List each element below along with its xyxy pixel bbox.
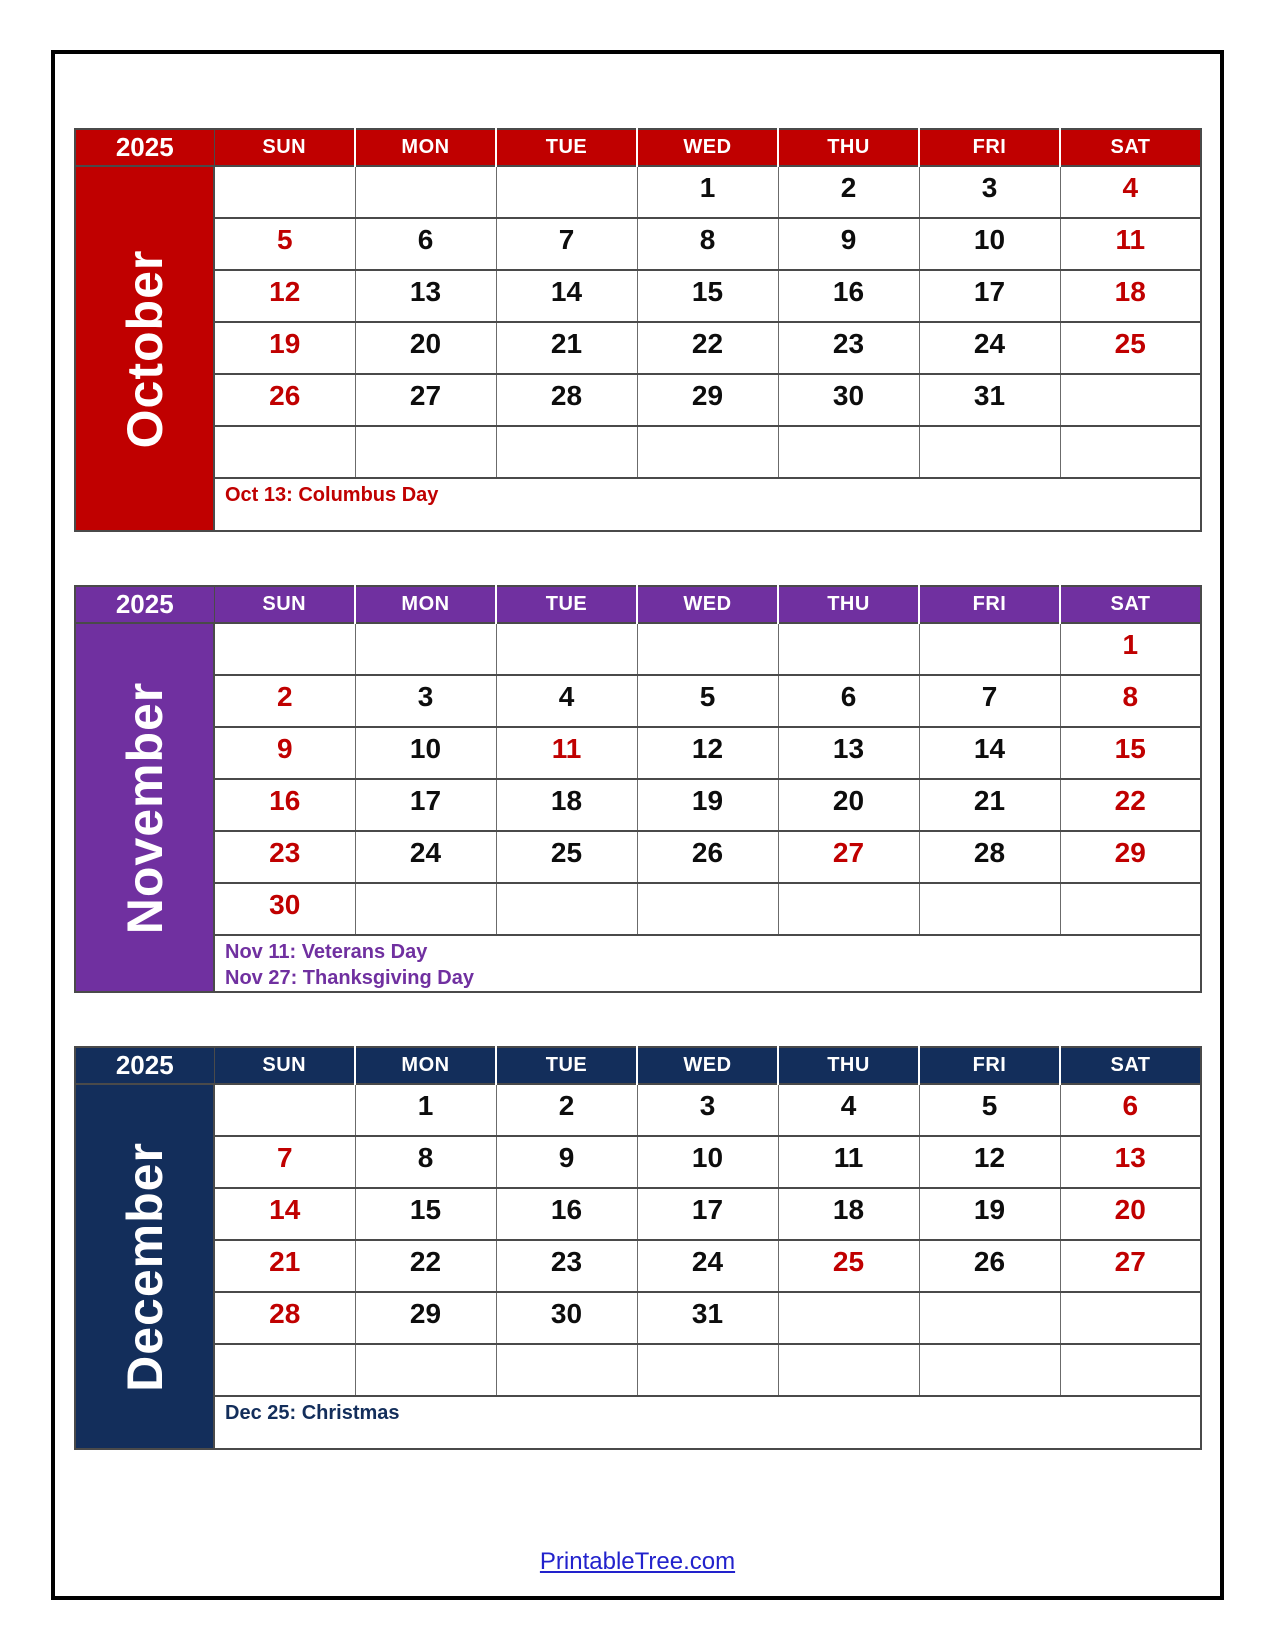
date-cell-12: 12 xyxy=(214,270,355,322)
date-cell-1: 1 xyxy=(355,1084,496,1136)
date-cell-empty xyxy=(1060,374,1201,426)
weekday-header-wed: WED xyxy=(637,1047,778,1084)
date-cell-23: 23 xyxy=(214,831,355,883)
date-cell-3: 3 xyxy=(637,1084,778,1136)
date-cell-2: 2 xyxy=(214,675,355,727)
date-cell-28: 28 xyxy=(919,831,1060,883)
date-cell-20: 20 xyxy=(1060,1188,1201,1240)
date-cell-31: 31 xyxy=(637,1292,778,1344)
date-cell-7: 7 xyxy=(214,1136,355,1188)
date-cell-27: 27 xyxy=(355,374,496,426)
date-cell-16: 16 xyxy=(214,779,355,831)
weekday-header-sun: SUN xyxy=(214,1047,355,1084)
date-cell-15: 15 xyxy=(355,1188,496,1240)
calendar-november xyxy=(74,585,1202,993)
date-cell-18: 18 xyxy=(778,1188,919,1240)
date-cell-14: 14 xyxy=(496,270,637,322)
date-cell-empty xyxy=(919,1292,1060,1344)
date-cell-4: 4 xyxy=(496,675,637,727)
date-cell-16: 16 xyxy=(496,1188,637,1240)
date-cell-empty xyxy=(778,623,919,675)
date-cell-17: 17 xyxy=(637,1188,778,1240)
date-cell-11: 11 xyxy=(778,1136,919,1188)
weekday-header-tue: TUE xyxy=(496,129,637,166)
month-label: December xyxy=(116,1141,173,1392)
date-cell-empty xyxy=(919,426,1060,478)
date-cell-13: 13 xyxy=(778,727,919,779)
date-cell-26: 26 xyxy=(637,831,778,883)
date-cell-29: 29 xyxy=(637,374,778,426)
date-cell-6: 6 xyxy=(1060,1084,1201,1136)
date-cell-7: 7 xyxy=(496,218,637,270)
date-cell-12: 12 xyxy=(919,1136,1060,1188)
date-cell-1: 1 xyxy=(637,166,778,218)
weekday-header-fri: FRI xyxy=(919,586,1060,623)
date-cell-empty xyxy=(355,883,496,935)
month-label: November xyxy=(116,681,173,934)
date-cell-29: 29 xyxy=(355,1292,496,1344)
date-cell-empty xyxy=(778,426,919,478)
date-cell-13: 13 xyxy=(1060,1136,1201,1188)
weekday-header-sat: SAT xyxy=(1060,129,1201,166)
date-cell-25: 25 xyxy=(496,831,637,883)
date-cell-28: 28 xyxy=(214,1292,355,1344)
date-cell-12: 12 xyxy=(637,727,778,779)
date-cell-22: 22 xyxy=(355,1240,496,1292)
footer-link[interactable]: PrintableTree.com xyxy=(539,1548,736,1575)
date-cell-empty xyxy=(637,623,778,675)
date-cell-10: 10 xyxy=(355,727,496,779)
date-cell-15: 15 xyxy=(1060,727,1201,779)
date-cell-empty xyxy=(919,883,1060,935)
date-cell-19: 19 xyxy=(637,779,778,831)
weekday-header-thu: THU xyxy=(778,1047,919,1084)
holiday-note: Nov 27: Thanksgiving Day xyxy=(225,967,474,989)
date-cell-empty xyxy=(214,426,355,478)
date-cell-31: 31 xyxy=(919,374,1060,426)
holiday-notes xyxy=(214,1396,1201,1449)
date-cell-6: 6 xyxy=(355,218,496,270)
date-cell-empty xyxy=(637,883,778,935)
date-cell-empty xyxy=(214,1084,355,1136)
year-label: 2025 xyxy=(75,1047,214,1084)
date-cell-11: 11 xyxy=(496,727,637,779)
calendar-october xyxy=(74,128,1202,532)
date-cell-15: 15 xyxy=(637,270,778,322)
weekday-header-mon: MON xyxy=(355,1047,496,1084)
date-cell-24: 24 xyxy=(919,322,1060,374)
date-cell-5: 5 xyxy=(919,1084,1060,1136)
date-cell-9: 9 xyxy=(214,727,355,779)
weekday-header-fri: FRI xyxy=(919,129,1060,166)
date-cell-empty xyxy=(496,623,637,675)
date-cell-empty xyxy=(355,623,496,675)
date-cell-22: 22 xyxy=(1060,779,1201,831)
date-cell-27: 27 xyxy=(1060,1240,1201,1292)
date-cell-empty xyxy=(1060,426,1201,478)
weekday-header-mon: MON xyxy=(355,586,496,623)
date-cell-2: 2 xyxy=(778,166,919,218)
holiday-notes xyxy=(214,935,1201,992)
weekday-header-tue: TUE xyxy=(496,1047,637,1084)
weekday-header-thu: THU xyxy=(778,586,919,623)
date-cell-21: 21 xyxy=(214,1240,355,1292)
date-cell-empty xyxy=(355,426,496,478)
date-cell-30: 30 xyxy=(496,1292,637,1344)
date-cell-empty xyxy=(214,1344,355,1396)
date-cell-empty xyxy=(637,426,778,478)
date-cell-empty xyxy=(1060,1344,1201,1396)
date-cell-empty xyxy=(355,1344,496,1396)
date-cell-empty xyxy=(496,1344,637,1396)
page-footer xyxy=(0,1548,1275,1576)
date-cell-empty xyxy=(919,1344,1060,1396)
date-cell-20: 20 xyxy=(355,322,496,374)
date-cell-17: 17 xyxy=(919,270,1060,322)
calendar-list xyxy=(74,128,1202,1503)
date-cell-3: 3 xyxy=(355,675,496,727)
date-cell-empty xyxy=(496,426,637,478)
date-cell-empty xyxy=(919,623,1060,675)
date-cell-empty xyxy=(1060,1292,1201,1344)
date-cell-25: 25 xyxy=(1060,322,1201,374)
date-cell-24: 24 xyxy=(355,831,496,883)
weekday-header-mon: MON xyxy=(355,129,496,166)
date-cell-4: 4 xyxy=(778,1084,919,1136)
month-column xyxy=(75,1084,214,1449)
date-cell-23: 23 xyxy=(778,322,919,374)
date-cell-empty xyxy=(496,166,637,218)
date-cell-14: 14 xyxy=(919,727,1060,779)
date-cell-6: 6 xyxy=(778,675,919,727)
date-cell-10: 10 xyxy=(637,1136,778,1188)
date-cell-empty xyxy=(496,883,637,935)
holiday-note: Dec 25: Christmas xyxy=(225,1402,400,1424)
month-column xyxy=(75,166,214,531)
weekday-header-wed: WED xyxy=(637,586,778,623)
date-cell-9: 9 xyxy=(496,1136,637,1188)
weekday-header-tue: TUE xyxy=(496,586,637,623)
weekday-header-sun: SUN xyxy=(214,129,355,166)
date-cell-13: 13 xyxy=(355,270,496,322)
date-cell-1: 1 xyxy=(1060,623,1201,675)
weekday-header-sat: SAT xyxy=(1060,1047,1201,1084)
date-cell-3: 3 xyxy=(919,166,1060,218)
date-cell-empty xyxy=(778,1344,919,1396)
date-cell-18: 18 xyxy=(1060,270,1201,322)
date-cell-8: 8 xyxy=(355,1136,496,1188)
date-cell-5: 5 xyxy=(214,218,355,270)
year-label: 2025 xyxy=(75,129,214,166)
date-cell-25: 25 xyxy=(778,1240,919,1292)
date-cell-11: 11 xyxy=(1060,218,1201,270)
date-cell-22: 22 xyxy=(637,322,778,374)
date-cell-empty xyxy=(778,1292,919,1344)
date-cell-30: 30 xyxy=(214,883,355,935)
date-cell-16: 16 xyxy=(778,270,919,322)
date-cell-empty xyxy=(214,623,355,675)
date-cell-empty xyxy=(637,1344,778,1396)
date-cell-2: 2 xyxy=(496,1084,637,1136)
date-cell-18: 18 xyxy=(496,779,637,831)
date-cell-26: 26 xyxy=(919,1240,1060,1292)
date-cell-21: 21 xyxy=(919,779,1060,831)
date-cell-empty xyxy=(778,883,919,935)
date-cell-empty xyxy=(1060,883,1201,935)
date-cell-24: 24 xyxy=(637,1240,778,1292)
date-cell-30: 30 xyxy=(778,374,919,426)
date-cell-20: 20 xyxy=(778,779,919,831)
month-column xyxy=(75,623,214,992)
weekday-header-thu: THU xyxy=(778,129,919,166)
weekday-header-sat: SAT xyxy=(1060,586,1201,623)
year-label: 2025 xyxy=(75,586,214,623)
weekday-header-wed: WED xyxy=(637,129,778,166)
date-cell-29: 29 xyxy=(1060,831,1201,883)
holiday-note: Nov 11: Veterans Day xyxy=(225,941,428,963)
date-cell-26: 26 xyxy=(214,374,355,426)
date-cell-19: 19 xyxy=(214,322,355,374)
weekday-header-fri: FRI xyxy=(919,1047,1060,1084)
date-cell-28: 28 xyxy=(496,374,637,426)
date-cell-4: 4 xyxy=(1060,166,1201,218)
holiday-note: Oct 13: Columbus Day xyxy=(225,484,439,506)
date-cell-5: 5 xyxy=(637,675,778,727)
date-cell-23: 23 xyxy=(496,1240,637,1292)
date-cell-14: 14 xyxy=(214,1188,355,1240)
month-label: October xyxy=(116,249,173,448)
date-cell-8: 8 xyxy=(637,218,778,270)
date-cell-empty xyxy=(355,166,496,218)
date-cell-9: 9 xyxy=(778,218,919,270)
date-cell-17: 17 xyxy=(355,779,496,831)
date-cell-8: 8 xyxy=(1060,675,1201,727)
holiday-notes xyxy=(214,478,1201,531)
date-cell-27: 27 xyxy=(778,831,919,883)
date-cell-21: 21 xyxy=(496,322,637,374)
date-cell-19: 19 xyxy=(919,1188,1060,1240)
calendar-december xyxy=(74,1046,1202,1450)
date-cell-empty xyxy=(214,166,355,218)
weekday-header-sun: SUN xyxy=(214,586,355,623)
date-cell-7: 7 xyxy=(919,675,1060,727)
date-cell-10: 10 xyxy=(919,218,1060,270)
